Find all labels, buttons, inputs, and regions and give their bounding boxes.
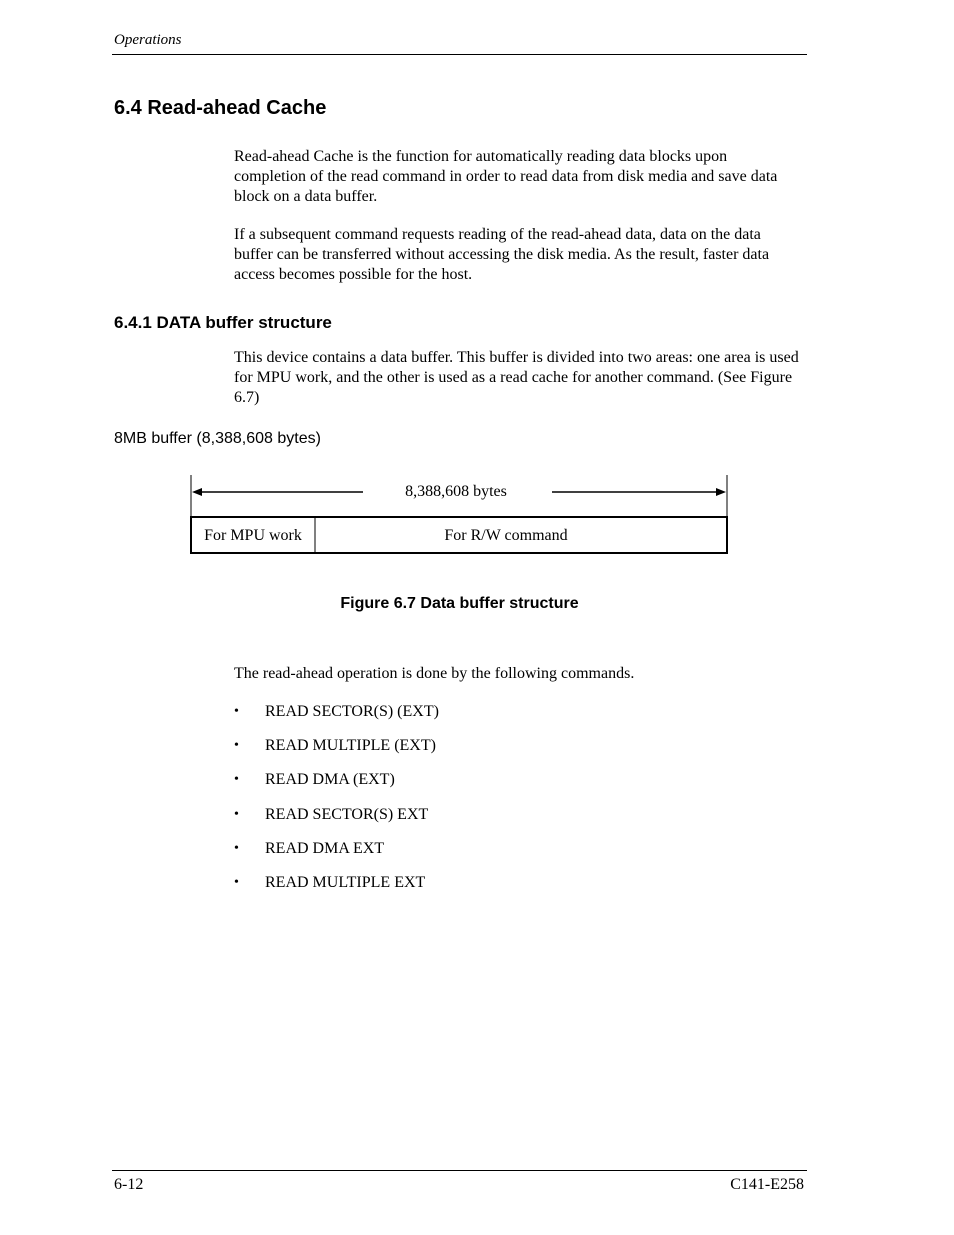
rw-command-segment: For R/W command	[444, 527, 568, 544]
left-arrowhead	[192, 488, 202, 496]
bullet-icon: •	[234, 874, 239, 890]
footer-rule	[112, 1170, 807, 1171]
size-label: 8,388,608 bytes	[405, 483, 507, 500]
figure-caption: Figure 6.7 Data buffer structure	[340, 595, 579, 612]
mpu-work-segment: For MPU work	[204, 527, 302, 544]
running-header: Operations	[114, 32, 182, 48]
bullet-icon: •	[234, 738, 239, 754]
detail-paragraph: If a subsequent command requests reading of the read-ahead data, data on the data buffer can be transferred without accessing the disk media. As the result, faster data access becomes possible for the host.	[234, 226, 770, 283]
buffer-diagram	[180, 470, 740, 560]
document-id: C141-E258	[730, 1176, 804, 1193]
buffer-size-label: 8MB buffer (8,388,608 bytes)	[114, 430, 321, 447]
header-rule	[112, 54, 807, 55]
commands-intro: The read-ahead operation is done by the following commands.	[234, 665, 635, 682]
right-arrowhead	[716, 488, 726, 496]
buffer-paragraph: This device contains a data buffer. This buffer is divided into two areas: one area is used for MPU work, and the other is used as a read cache for another command. (See Figure 6.7)	[234, 349, 799, 406]
subsection-heading: 6.4.1 DATA buffer structure	[114, 313, 332, 332]
page-number: 6-12	[114, 1176, 144, 1193]
section-heading: 6.4 Read-ahead Cache	[114, 97, 327, 119]
bullet-icon: •	[234, 772, 239, 788]
bullet-icon: •	[234, 806, 239, 822]
bullet-icon: •	[234, 704, 239, 719]
intro-paragraph: Read-ahead Cache is the function for automatically reading data blocks upon completion of the read command in order to read data from disk media and save data block on a data buffer.	[234, 148, 778, 205]
bullet-icon: •	[234, 840, 239, 856]
